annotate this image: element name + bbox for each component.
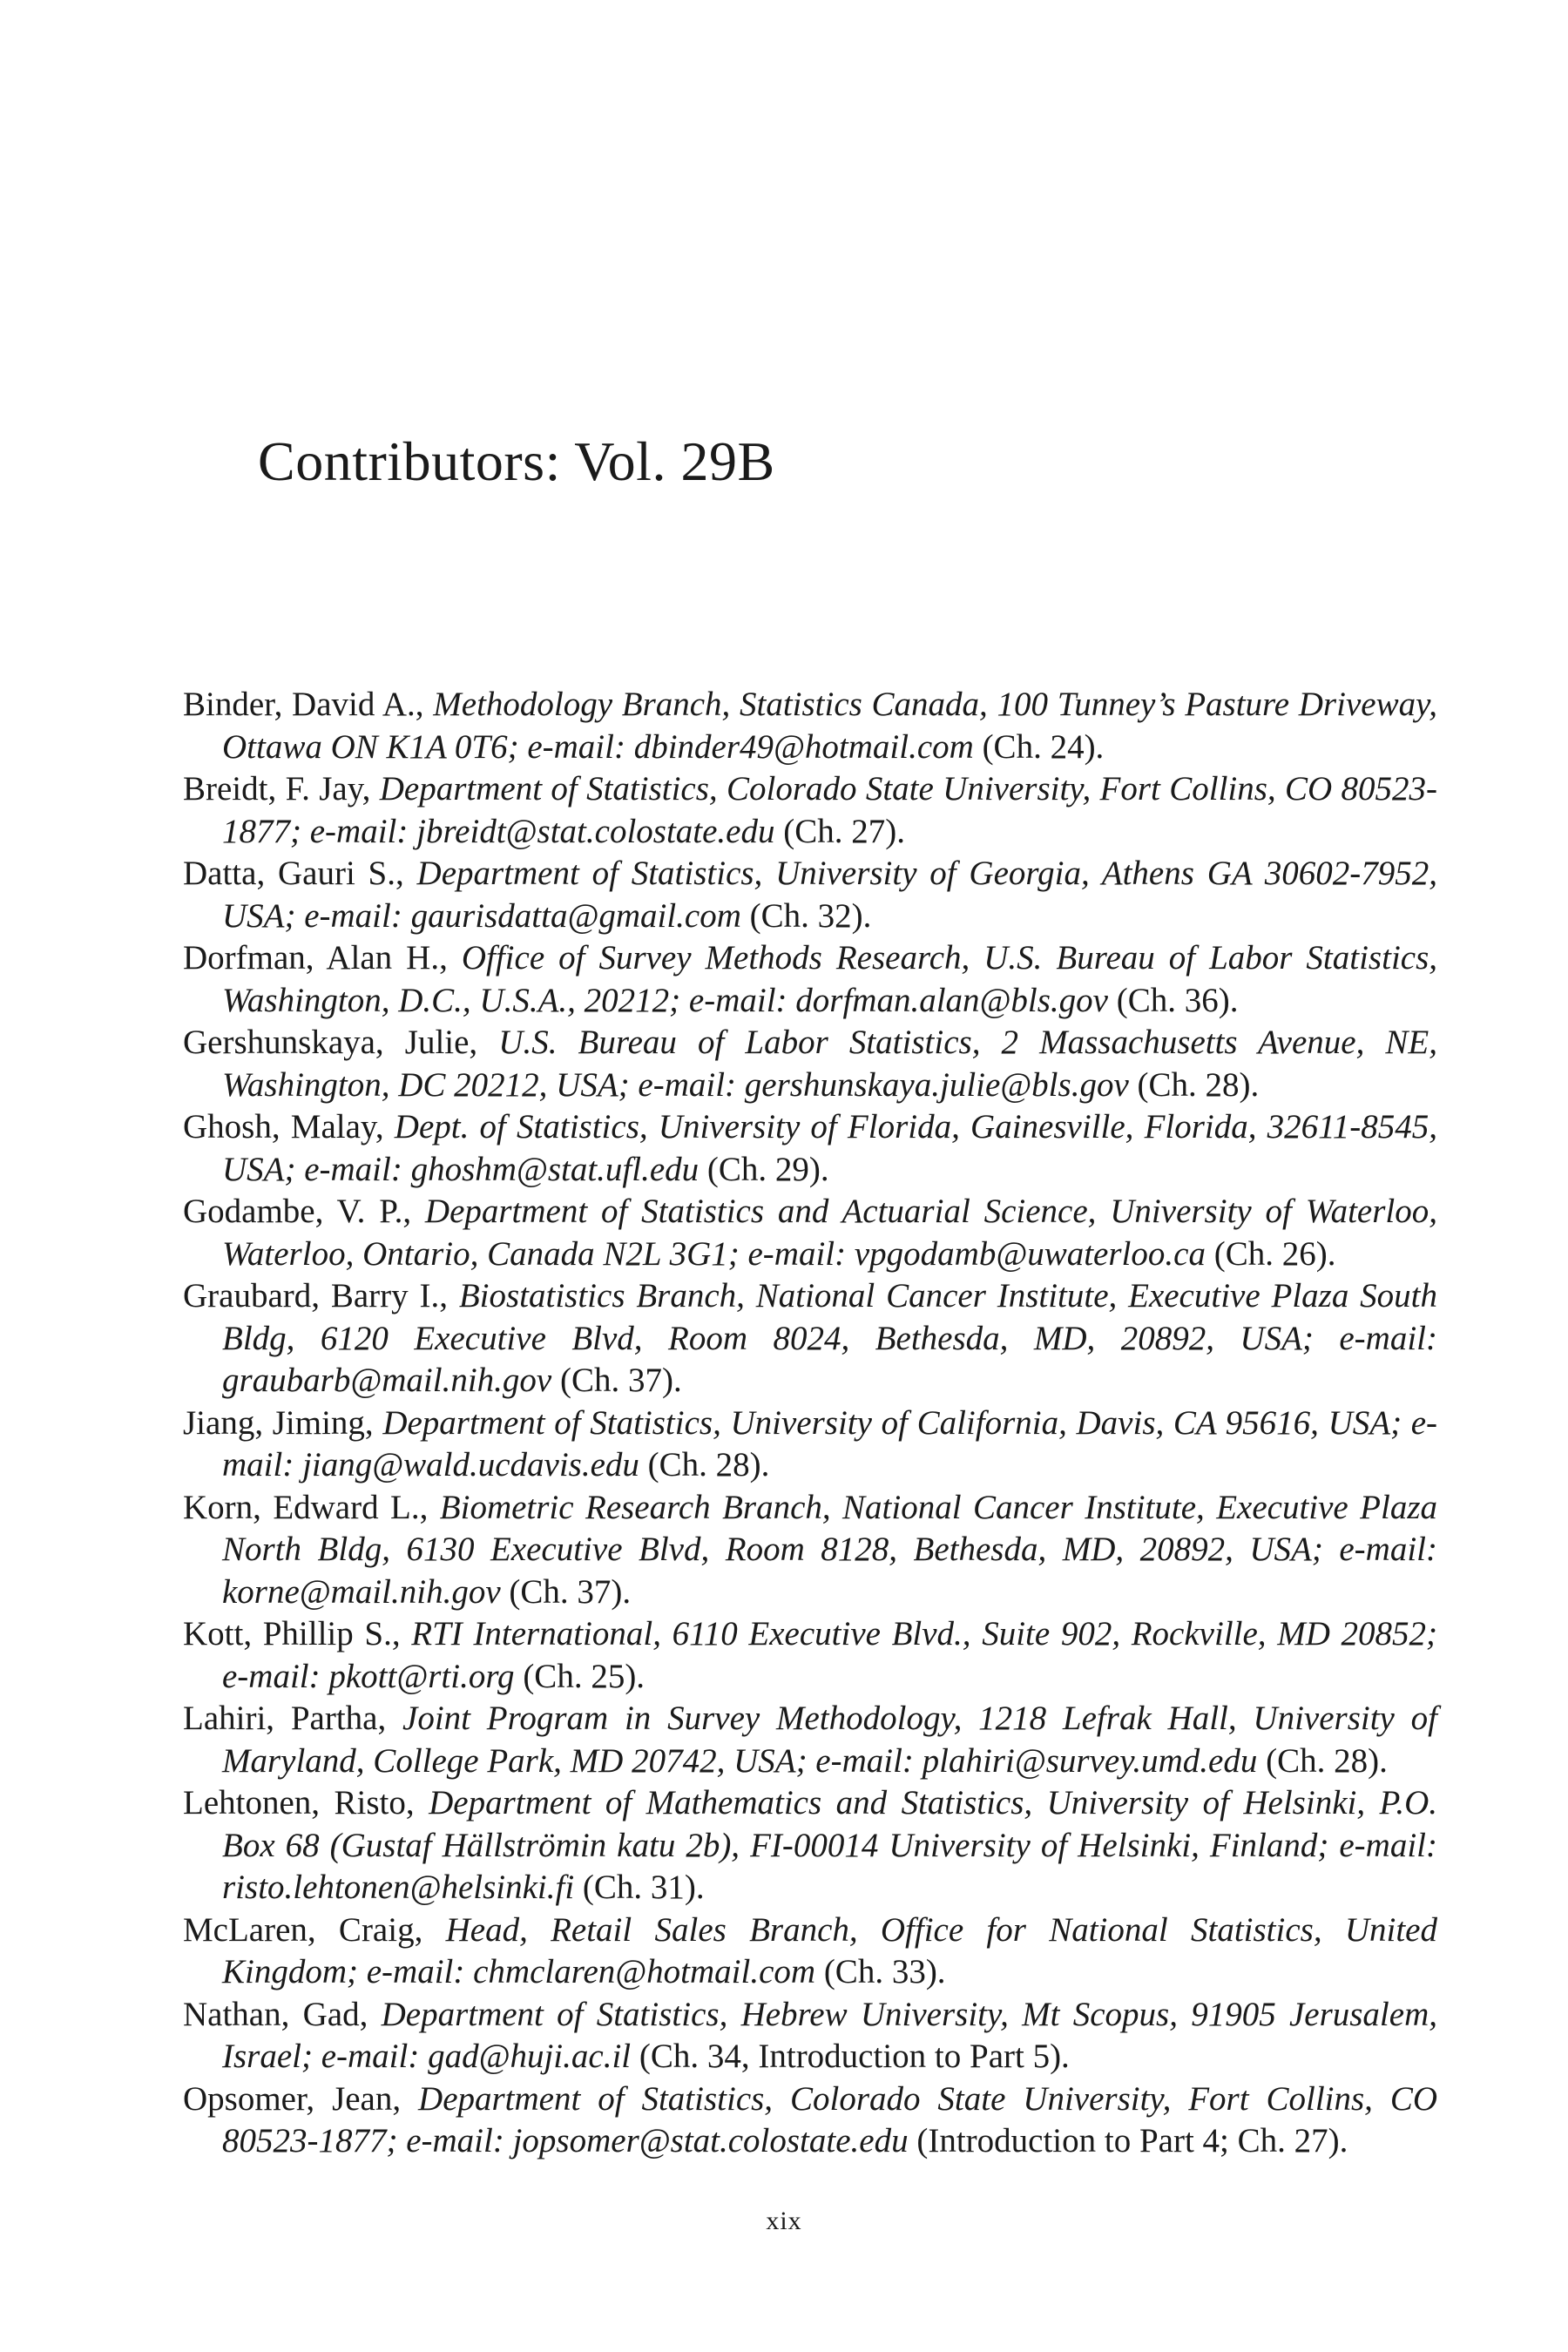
contributor-name: McLaren, Craig, (183, 1910, 423, 1949)
contributor-name: Lehtonen, Risto, (183, 1784, 415, 1821)
contributor-chapters: (Ch. 25). (523, 1657, 645, 1695)
contributor-chapters: (Ch. 37). (559, 1362, 682, 1399)
contributor-name: Datta, Gauri S., (183, 855, 404, 892)
contributor-entry (183, 853, 1437, 937)
contributor-entry (183, 1191, 1437, 1275)
contributor-name: Dorfman, Alan H., (183, 939, 448, 977)
contributor-chapters: (Ch. 28). (1137, 1065, 1260, 1104)
contributor-entry (183, 1275, 1437, 1402)
contributor-name: Kott, Phillip S., (183, 1615, 401, 1652)
contributor-affiliation: Department of Statistics, Hebrew University, Mt Scopus, 91905 Jerusalem, Israel; e-mail: gad@huji.ac.il (222, 1995, 1437, 2075)
contributor-entry (183, 937, 1437, 1022)
contributor-affiliation: Department of Statistics, University of California, Davis, CA 95616, USA; e-mail: jiang@wald.ucdavis.edu (222, 1403, 1437, 1484)
contributor-chapters: (Ch. 26). (1213, 1234, 1336, 1273)
contributor-entry (183, 2078, 1437, 2163)
contributor-name: Nathan, Gad, (183, 1995, 368, 2033)
contributor-name: Ghosh, Malay, (183, 1108, 384, 1146)
contributor-affiliation: Dept. of Statistics, University of Florida, Gainesville, Florida, 32611-8545, USA; e-mail: ghoshm@stat.ufl.edu (222, 1108, 1437, 1188)
contributor-affiliation: Office of Survey Methods Research, U.S. Bureau of Labor Statistics, Washington, D.C., U.S.A., 20212; e-mail: dorfman.alan@bls.gov (222, 939, 1438, 1019)
contributor-affiliation: U.S. Bureau of Labor Statistics, 2 Massachusetts Avenue, NE, Washington, DC 20212, USA; e-mail: gershunskaya.julie@bls.gov (222, 1024, 1437, 1104)
contributor-entry (183, 1402, 1437, 1487)
contributor-entry (183, 1994, 1437, 2078)
contributor-name: Godambe, V. P., (183, 1193, 412, 1230)
contributor-affiliation: Head, Retail Sales Branch, Office for National Statistics, United Kingdom; e-mail: chmclaren@hotmail.com (222, 1910, 1437, 1990)
contributor-name: Binder, David A., (183, 686, 424, 723)
contributor-chapters: (Ch. 27). (783, 812, 905, 850)
contributor-chapters: (Ch. 31). (582, 1869, 705, 1906)
contributor-name: Jiang, Jiming, (183, 1403, 374, 1442)
contributor-affiliation: Joint Program in Survey Methodology, 1218 Lefrak Hall, University of Maryland, College Park, MD 20742, USA; e-mail: plahiri@survey.umd.edu (222, 1700, 1437, 1780)
contributor-chapters: (Ch. 37). (509, 1572, 632, 1611)
contributor-entry (183, 1106, 1437, 1191)
contributor-name: Graubard, Barry I., (183, 1277, 448, 1315)
contributor-affiliation: RTI International, 6110 Executive Blvd., Suite 902, Rockville, MD 20852; e-mail: pkott@rti.org (222, 1615, 1437, 1695)
contributor-chapters: (Ch. 24). (982, 727, 1105, 766)
contributor-entry (183, 1909, 1437, 1994)
contributor-name: Korn, Edward L., (183, 1488, 429, 1526)
contributor-chapters: (Ch. 34, Introduction to Part 5). (639, 2038, 1070, 2075)
contributor-chapters: (Ch. 28). (647, 1446, 770, 1484)
contributor-chapters: (Introduction to Part 4; Ch. 27). (916, 2122, 1348, 2159)
contributor-chapters: (Ch. 29). (706, 1150, 829, 1188)
contributor-name: Gershunskaya, Julie, (183, 1024, 478, 1061)
contributor-affiliation: Department of Statistics and Actuarial Science, University of Waterloo, Waterloo, Ontario, Canada N2L 3G1; e-mail: vpgodamb@uwaterloo.ca (222, 1193, 1438, 1273)
contributor-entry (183, 1613, 1437, 1698)
contributor-chapters: (Ch. 33). (823, 1953, 946, 1990)
page-number: xix (766, 2207, 802, 2235)
contributor-affiliation: Biometric Research Branch, National Cancer Institute, Executive Plaza North Bldg, 6130 Executive Blvd, Room 8128, Bethesda, MD, 20892, USA; e-mail: korne@mail.nih.gov (222, 1488, 1437, 1611)
contributor-entry (183, 1022, 1437, 1106)
contributor-affiliation: Department of Mathematics and Statistics, University of Helsinki, P.O. Box 68 (Gustaf Hällströmin katu 2b), FI-00014 University of Helsinki, Finland; e-mail: risto.lehtonen@helsinki.fi (222, 1784, 1438, 1906)
page-title: Contributors: Vol. 29B (258, 430, 775, 492)
contributor-affiliation: Biostatistics Branch, National Cancer Institute, Executive Plaza South Bldg, 6120 Executive Blvd, Room 8024, Bethesda, MD, 20892, USA; e-mail: graubarb@mail.nih.gov (222, 1277, 1438, 1399)
contributor-affiliation: Department of Statistics, University of Georgia, Athens GA 30602-7952, USA; e-mail: gaurisdatta@gmail.com (222, 855, 1437, 935)
contributor-entry (183, 1487, 1437, 1614)
contributor-entry (183, 684, 1437, 768)
contributor-entry (183, 768, 1437, 853)
contributor-chapters: (Ch. 28). (1266, 1741, 1388, 1780)
contributor-name: Opsomer, Jean, (183, 2079, 402, 2118)
contributor-entry (183, 1698, 1437, 1782)
contributor-list (183, 684, 1437, 2163)
contributor-chapters: (Ch. 36). (1116, 981, 1239, 1019)
contributor-name: Breidt, F. Jay, (183, 770, 371, 808)
contributor-affiliation: Methodology Branch, Statistics Canada, 100 Tunney’s Pasture Driveway, Ottawa ON K1A 0T6; e-mail: dbinder49@hotmail.com (222, 686, 1437, 766)
contributor-entry (183, 1782, 1437, 1909)
contributor-chapters: (Ch. 32). (749, 896, 872, 935)
contributor-affiliation: Department of Statistics, Colorado State University, Fort Collins, CO 80523-1877; e-mail: jopsomer@stat.colostate.edu (222, 2079, 1437, 2159)
contributor-affiliation: Department of Statistics, Colorado State University, Fort Collins, CO 80523-1877; e-mail: jbreidt@stat.colostate.edu (222, 770, 1437, 850)
contributor-name: Lahiri, Partha, (183, 1700, 387, 1737)
